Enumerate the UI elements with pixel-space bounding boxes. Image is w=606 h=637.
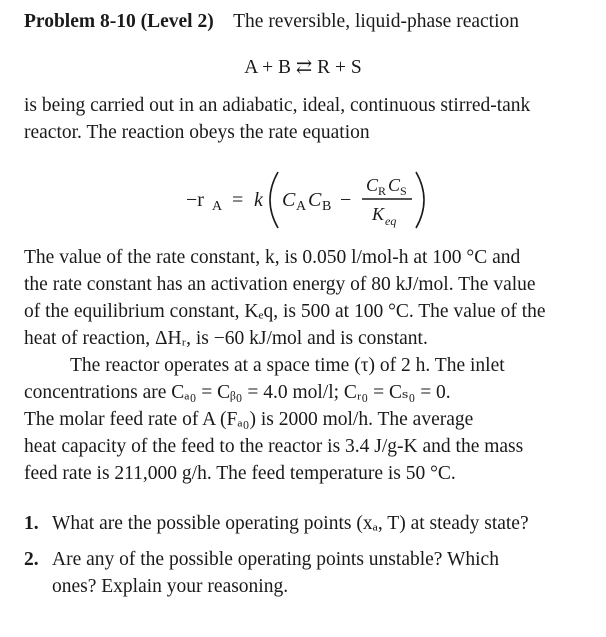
question-2-text-line-2: ones? Explain your reasoning. — [52, 576, 289, 597]
rate-equals: = — [232, 189, 244, 211]
rate-den: K — [372, 204, 385, 224]
rate-equation — [0, 168, 606, 232]
rate-lhs-sub: A — [212, 199, 223, 214]
question-2-text-line-1: Are any of the possible operating points unstable? Which — [52, 549, 499, 570]
paragraph2-line-3: of the equilibrium constant, Kₑq, is 500 at 100 °C. The value of the — [24, 301, 546, 322]
rate-term1: C — [282, 189, 296, 211]
paragraph2-line-2: the rate constant has an activation energy of 80 kJ/mol. The value — [24, 274, 536, 295]
paragraph2-line-4: heat of reaction, ΔHᵣ, is −60 kJ/mol and is constant. — [24, 328, 428, 349]
paragraph3-line-4: heat capacity of the feed to the reactor is 3.4 J/g-K and the mass — [24, 436, 524, 457]
question-1-number: 1. — [24, 513, 39, 534]
left-paren — [270, 172, 278, 228]
paragraph3-line-5: feed rate is 211,000 g/h. The feed temperature is 50 °C. — [24, 463, 456, 484]
question-2 — [24, 548, 499, 572]
rate-num2-sub: S — [400, 184, 407, 198]
paragraph2-line-1: The value of the rate constant, k, is 0.050 l/mol-h at 100 °C and — [24, 247, 521, 268]
rate-minus: − — [340, 189, 352, 211]
rate-k: k — [254, 189, 263, 211]
rate-term2: C — [308, 189, 322, 211]
paragraph1-line-2: reactor. The reaction obeys the rate equation — [24, 122, 370, 143]
reaction-equation: A + B ⇄ R + S — [244, 57, 362, 78]
question-1-text: What are the possible operating points (xₐ, T) at steady state? — [52, 513, 529, 534]
question-1 — [24, 512, 529, 536]
rate-num1-sub: R — [378, 184, 387, 198]
rate-term2-sub: B — [322, 199, 332, 214]
rate-num2: C — [388, 175, 401, 195]
problem-intro: The reversible, liquid-phase reaction — [233, 11, 520, 32]
question-2-number: 2. — [24, 549, 39, 570]
problem-heading: Problem 8-10 (Level 2) — [24, 11, 214, 32]
problem-header-line — [24, 10, 519, 34]
paragraph3-line-3: The molar feed rate of A (Fₐ₀) is 2000 mol/h. The average — [24, 409, 474, 430]
rate-den-sub: eq — [385, 214, 397, 228]
paragraph3-line-1: The reactor operates at a space time (τ) of 2 h. The inlet — [70, 355, 505, 376]
rate-lhs: −r — [186, 189, 204, 211]
paragraph1-line-1: is being carried out in an adiabatic, ideal, continuous stirred-tank — [24, 95, 531, 116]
paragraph3-line-2: concentrations are Cₐ₀ = Cᵦ₀ = 4.0 mol/l; Cᵣ₀ = Cₛ₀ = 0. — [24, 382, 451, 403]
right-paren — [416, 172, 424, 228]
rate-num1: C — [366, 175, 379, 195]
rate-term1-sub: A — [296, 199, 307, 214]
